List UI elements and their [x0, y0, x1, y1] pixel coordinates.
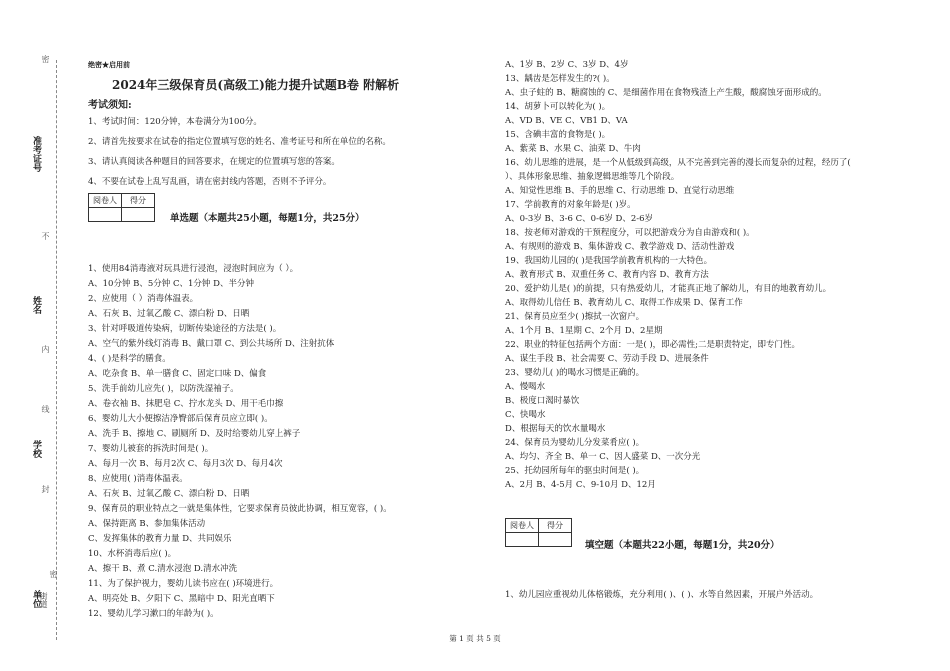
- seal-mark-1: 密: [41, 55, 50, 63]
- score-blank: [122, 208, 155, 222]
- name-label: 姓名: [31, 296, 41, 314]
- option-line: A、石灰 B、过氧乙酸 C、漂白粉 D、日晒: [88, 489, 250, 499]
- reviewer-blank: [506, 533, 539, 547]
- option-line: A、石灰 B、过氧乙酸 C、漂白粉 D、日晒: [88, 309, 250, 319]
- question-line: 15、含碘丰富的食物是( )。: [505, 130, 611, 140]
- score-box-1: [88, 193, 155, 222]
- seal-mark-6: 密: [49, 570, 58, 578]
- question-line: 7、婴幼儿被套的拆洗时间是( )。: [88, 444, 214, 454]
- option-line: A、谋生手段 B、社会需要 C、劳动手段 D、进展条件: [505, 354, 709, 364]
- option-line: A、空气的紫外线灯消毒 B、戴口罩 C、到公共场所 D、注射抗体: [88, 339, 335, 349]
- reviewer-cell: 阅卷人: [506, 519, 539, 533]
- option-line: A、0-3岁 B、3-6 C、0-6岁 D、2-6岁: [505, 214, 654, 224]
- option-line: A、2月 B、4-5月 C、9-10月 D、12月: [505, 480, 656, 490]
- score-cell: 得分: [122, 194, 155, 208]
- option-line: A、卷衣袖 B、抹肥皂 C、拧水龙头 D、用干毛巾擦: [88, 399, 284, 409]
- option-line: A、有规则的游戏 B、集体游戏 C、教学游戏 D、活动性游戏: [505, 242, 735, 252]
- question-line: 9、保育员的职业特点之一就是集体性，它要求保育员彼此协调，相互宽容，( )。: [88, 504, 392, 514]
- option-line: A、洗手 B、擦地 C、刷厕所 D、及时给婴幼儿穿上裤子: [88, 429, 301, 439]
- question-line: 2、应使用（ ）消毒体温表。: [88, 294, 199, 304]
- question-line: 16、幼儿思维的进展，是一个从低级到高级，从不完善到完善的漫长而复杂的过程，经历了(: [505, 158, 851, 168]
- seal-mark-2: 不: [41, 232, 50, 240]
- option-line: A、擦干 B、煮 C.清水浸泡 D.清水冲洗: [88, 564, 238, 574]
- question-line: 19、我国幼儿园的( )是我国学前教育机构的一大特色。: [505, 256, 713, 266]
- option-line: A、明亮处 B、夕阳下 C、黑暗中 D、阳光直晒下: [88, 594, 275, 604]
- question-line-cont: ）、具体形象思维、抽象逻辑思维等几个阶段。: [505, 172, 680, 182]
- option-line: A、取得幼儿信任 B、教育幼儿 C、取得工作成果 D、保育工作: [505, 298, 743, 308]
- question-line: 13、龋齿是怎样发生的?( )。: [505, 74, 615, 84]
- school-label: 学校: [31, 440, 41, 458]
- section-title-choice: 单选题（本题共25小题，每题1分，共25分）: [170, 213, 365, 224]
- question-line: 24、保育员为婴幼儿分发菜肴应( )。: [505, 438, 645, 448]
- question-line: 11、为了保护视力，婴幼儿读书应在( )环境进行。: [88, 579, 279, 589]
- question-line: 5、洗手前幼儿应先( )，以防洗湿袖子。: [88, 384, 239, 394]
- section-title-fill: 填空题（本题共22小题，每题1分，共20分）: [585, 540, 780, 551]
- question-line: 4、( )是科学的膳食。: [88, 354, 171, 364]
- option-line: A、1个月 B、1星期 C、2个月 D、2星期: [505, 326, 663, 336]
- option-line: A、保持距离 B、参加集体活动: [88, 519, 206, 529]
- question-line: 6、婴幼儿大小便擦洁净臀部后保育员应立即( )。: [88, 414, 273, 424]
- question-line: 14、胡萝卜可以转化为( )。: [505, 102, 611, 112]
- question-line: 20、爱护幼儿是( )的前提，只有热爱幼儿，才能真正地了解幼儿，有目的地教育幼儿。: [505, 284, 832, 294]
- question-line: 23、婴幼儿( )的喝水习惯是正确的。: [505, 368, 645, 378]
- score-blank: [539, 533, 572, 547]
- page-title: 2024年三级保育员(高级工)能力提升试题B卷 附解析: [112, 78, 400, 92]
- secret-mark: 绝密★启用前: [88, 60, 130, 69]
- option-line: A、紫菜 B、水果 C、油菜 D、牛肉: [505, 144, 641, 154]
- seal-mark-4: 线: [41, 405, 50, 413]
- option-line: A、慢喝水: [505, 382, 546, 392]
- notice-3: 3、请认真阅读各种题目的回答要求，在规定的位置填写您的答案。: [88, 157, 340, 167]
- option-line: C、快喝水: [505, 410, 546, 420]
- notice-2: 2、请首先按要求在试卷的指定位置填写您的姓名、准考证号和所在单位的名称。: [88, 137, 391, 147]
- reviewer-blank: [89, 208, 122, 222]
- question-line: 8、应使用( )消毒体温表。: [88, 474, 188, 484]
- option-line: A、每月一次 B、每月2次 C、每月3次 D、每月4次: [88, 459, 283, 469]
- option-line: A、10分钟 B、5分钟 C、1分钟 D、半分钟: [88, 279, 254, 289]
- option-line: A、教育形式 B、双重任务 C、教育内容 D、教育方法: [505, 270, 709, 280]
- question-line: 3、针对呼吸道传染病，切断传染途径的方法是( )。: [88, 324, 282, 334]
- question-line: 21、保育员应至少( )擦拭一次窗户。: [505, 312, 645, 322]
- question-line: 25、托幼园所每年的驱虫时间是( )。: [505, 466, 645, 476]
- seal-dashed-line: [56, 60, 57, 640]
- question-line: 1、使用84消毒液对玩具进行浸泡，浸泡时间应为（ ）。: [88, 264, 299, 274]
- option-line: B、极度口渴时暴饮: [505, 396, 580, 406]
- option-line: A、1岁 B、2岁 C、3岁 D、4岁: [505, 60, 629, 70]
- score-cell: 得分: [539, 519, 572, 533]
- question-line: 22、职业的特征包括两个方面：一是( )，即必需性;二是职责特定，即专门性。: [505, 340, 801, 350]
- option-line: A、VD B、VE C、VB1 D、VA: [505, 116, 628, 126]
- option-line: D、根据每天的饮水量喝水: [505, 424, 606, 434]
- score-box-2: [505, 518, 572, 547]
- unit-label: 单位: [31, 590, 41, 608]
- question-line: 12、婴幼儿学习漱口的年龄为( )。: [88, 609, 219, 619]
- district-label: 街道: [39, 592, 48, 608]
- question-line: 10、水杯消毒后应( )。: [88, 549, 177, 559]
- option-line: A、均匀、齐全 B、单一 C、因人盛菜 D、一次分光: [505, 452, 701, 462]
- notice-4: 4、不要在试卷上乱写乱画，请在密封线内答题，否则不予评分。: [88, 177, 332, 187]
- reviewer-cell: 阅卷人: [89, 194, 122, 208]
- page-number: 第 1 页 共 5 页: [449, 634, 501, 643]
- candidate-no-label: 准考证号: [31, 136, 41, 172]
- question-line: 18、按老师对游戏的干预程度分，可以把游戏分为自由游戏和( )。: [505, 228, 755, 238]
- notice-1: 1、考试时间：120分钟，本卷满分为100分。: [88, 117, 262, 127]
- notice-heading: 考试须知:: [88, 100, 132, 111]
- seal-mark-3: 内: [41, 345, 50, 353]
- question-line: 17、学前教育的对象年龄是( )岁。: [505, 200, 636, 210]
- option-line: A、虫子蛀的 B、糖腐蚀的 C、是细菌作用在食物残渣上产生酸，酸腐蚀牙面形成的。: [505, 88, 827, 98]
- option-line: C、发挥集体的教育力量 D、共同娱乐: [88, 534, 232, 544]
- option-line: A、知觉性思维 B、手的思维 C、行动思维 D、直觉行动思维: [505, 186, 735, 196]
- fill-question-1: 1、幼儿园应重视幼儿体格锻炼，充分利用( )、( )、水等自然因素，开展户外活动。: [505, 590, 819, 600]
- option-line: A、吃杂食 B、单一膳食 C、固定口味 D、偏食: [88, 369, 267, 379]
- seal-mark-5: 封: [41, 485, 50, 493]
